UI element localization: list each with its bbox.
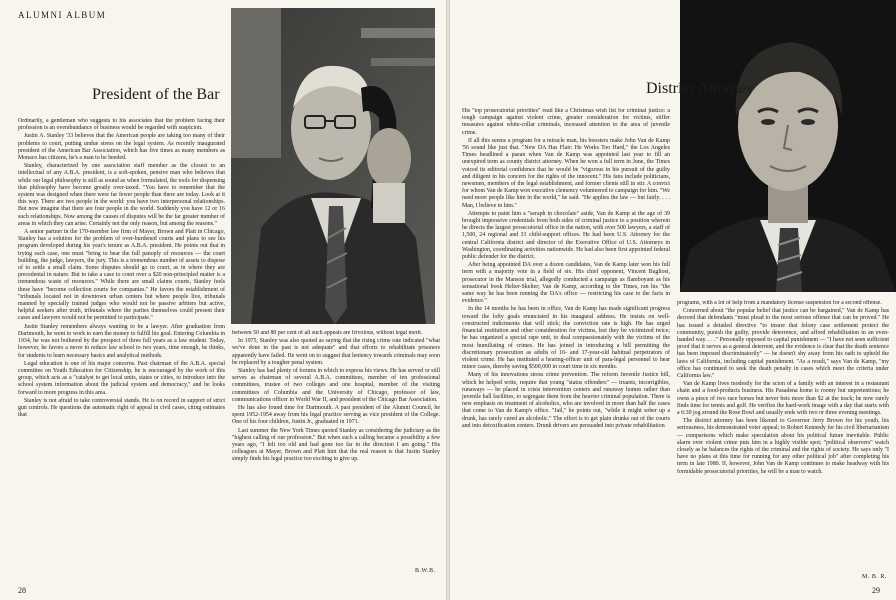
stanley-portrait-image bbox=[231, 8, 435, 324]
paragraph: Many of his innovations stress crime prevention. The reform Juvenile Justice bill, which he helped write, require that young "status offenders" — truants, incorrigibles, runaways — be placed in crisis intervention centers and runaway homes rather than juvenile hall facilities, to segregate them from the heavier criminal population. There is new emphasis on treatment of alcoholics, who are involved in more than half the cases that come to Van de Kamp's office. "Jail," he points out, "while it might sober up a drunk, has rarely cured an alcoholic." The effort is to get plain drunks out of the courts and into detoxification centers. Drunk drivers are persuaded into private rehabilitation bbox=[462, 372, 670, 429]
vandekamp-photo bbox=[680, 0, 896, 292]
paragraph: In the 14 months he has been in office, Van de Kamp has made significant progress toward the lofty goals enunciated in his inaugural address. He insists on well-constructed indictments that will stick; the conviction rate is high. He has urged financial restitution and other consideration for victims, lest they be victimized twice; he has organized a special rape unit, to deal compassionately with the victims of the most humiliating of crimes. He has joined in introducing a bill permitting the discretionary prosecution as adults of 16- and 17-year-old habitual perpetrators of violent crime. He has instituted a hearing-officer unit of para-legal personnel to hear minor cases, thereby saving $500,000 in court time in six months. bbox=[462, 306, 670, 371]
paragraph: Stanley, characterized by one association staff member as the closest to an intellectual of any A.B.A. president, is a soft-spoken, pensive man who believes that while our legal philosophy is still as sound as when formulated, the tools for dispensing that philosophy have become greatly over-taxed. "You have to remember that the system was designed when there were far fewer people than there are today. Look at it this way. There are two people in the world: you have two interpersonal relationships. But now imagine that there are four people in the world. Suddenly you have 12 or 16 such relationships. Now among the causes of disputes will be the far greater number of areas in which they can arise. Certainly not the only reason, but among the reasons." bbox=[18, 163, 225, 227]
paragraph: between 50 and 80 per cent of all such appeals are frivolous, without legal merit. bbox=[232, 330, 423, 336]
article-column-2 bbox=[677, 300, 889, 568]
paragraph: Ordinarily, a gentleman who suggests to his associates that the problem facing their profession is an overabundance of business would be regarded with suspicion. bbox=[18, 118, 225, 132]
paragraph: Stanley is not afraid to take controversial stands. He is on record in support of strict gun controls. He questions the automatic right of appeal in civil cases, citing estimates that bbox=[18, 397, 225, 419]
right-page bbox=[450, 0, 896, 600]
stanley-photo bbox=[231, 8, 435, 324]
article-title: President of the Bar bbox=[92, 86, 220, 103]
author-initials: B.W.B. bbox=[415, 568, 436, 574]
section-header: ALUMNI ALBUM bbox=[18, 10, 107, 20]
paragraph: If all this seems a program for a miracle man, his boosters make John Van de Kamp '56 sound like just that. "New DA Has Flair: He Works Too Hard," the Los Angeles Times headlined a paean when Van de Kamp was appointed last year to fill an unexpired term as county district attorney. When he won a full term in June, the Times voiced its editorial confidence that he would be "vigorous in his pursuit of the guilty and diligent in his concern for the rights of the innocent." His fans include politicians, newsmen, members of the legal establishment, and former clients still in stir. A convict for whom Van de Kamp won executive clemency volunteered to campaign for him. "We need more people like him in the world," he said. "He applies the law — but fairly. . . . Man, I believe in him." bbox=[462, 137, 670, 209]
paragraph: Stanley has had plenty of forums in which to express his views. He has served or still serves as chairman of several A.B.A. committees, member of ten professional committees, trustee of two colleges and one hospital, member of the visiting committees of Columbia and the University of Chicago, professor of law, communications officer in World War II, and president of the Chicago Bar Association. bbox=[232, 368, 440, 403]
article-title: District Attorney bbox=[646, 80, 754, 97]
paragraph: programs, with a lot of help from a mandatory license suspension for a second offense. bbox=[677, 300, 882, 306]
page-number: 28 bbox=[18, 586, 26, 595]
paragraph: The district attorney has been likened to Governor Jerry Brown for his youth, his seriousness, his demonstrated voter appeal; to Robert Kennedy for his civil libertarianism — comparisons which make speculation about his political future inevitable. Public alarm over violent crime puts him in a highly visible spot; "political observers" watch closely as he balances the rights of the criminal and the rights of society. He says only "I have no plans at this time for running for any other political job" after completing his term in late 1980. If, however, John Van de Kamp continues to make headway with his formidable prosecutorial priorities, he will be a man to watch. bbox=[677, 418, 889, 475]
paragraph: Attempts to paint him a "seraph in chocolate" aside, Van de Kamp at the age of 39 brought impressive credentials from both sides of criminal justice to a position wherein he directs the largest prosecutorial office in the nation, with over 500 lawyers, a staff of 1,500, 24 regional and 31 child-support offices. He had been U.S. Attorney for the central California district and director of the Executive Office of U.S. Attorneys in Washington, coordinating activities nationwide. He had also been first appointed federal public defender for the district. bbox=[462, 210, 670, 261]
paragraph: Last summer the New York Times quoted Stanley as considering the judiciary as the "highest calling of our profession." But when such a calling became a possibility a few years ago, "I felt too old and had gone too far in the direction I am going." His colleagues at Mayer, Brown and Platt hint that the real reason is that Justin Stanley simply finds his legal practice too exciting to give up. bbox=[232, 427, 440, 463]
paragraph: Van de Kamp lives modestly for the scion of a family with an interest in a restaurant chain and a food-products business. His Pasadena home is roomy but unpretentious; he owns a piece of two race horses but never bets more than $2 at the track; he now rarely finds time for tennis and golf. He verifies the hard-work image with a day that starts with a 6:30 jog around the Rose Bowl and usually ends with two or three evening meetings. bbox=[677, 381, 889, 417]
paragraph: His "top prosecutorial priorities" read like a Christmas wish list for criminal justice: a tough campaign against violent crime, greater consideration for victims, stiffer measures against white-collar criminals, increased attention to the area of juvenile crime. bbox=[462, 108, 670, 136]
paragraph: Justin A. Stanley '33 believes that the American people are taking too many of their problems to court, putting undue stress on the legal system. As recently inaugurated president of the American Bar Association, which has five times as many members as Monaco has citizens, he's a man to be heeded. bbox=[18, 133, 225, 162]
paragraph: Concerned about "the popular belief that justice can be bargained," Van de Kamp has decreed that defendants "must plead to the most serious offense that can be proved." He has issued a detailed directive "to insure that felony case settlement protect the community, punish the guilty, provide deterrence, and afford rehabilitation in an even-handed way. . . ." Personally opposed to capital punishment — "I have not seen sufficient proof that it serves as a general deterrent, and the evidence is clear that the death sentence has been imposed discriminatorily" — he doesn't shy away from his oath to uphold the laws of California, including capital punishment. "As a result," says Van de Kamp, "my office has continued to seek the death penalty in cases which meet the criteria under California law." bbox=[677, 308, 889, 380]
paragraph: Legal education is one of his major concerns. Past chairman of the A.B.A. special committee on Youth Education for Citizenship, he is encouraged by the work of this group, which acts as a "catalyst to get local units, states or cities, to introduce into the school system information about the judicial system and democracy," and he looks forward to more progress in this area. bbox=[18, 360, 225, 396]
article-column-1 bbox=[18, 118, 225, 580]
page-number: 29 bbox=[872, 586, 880, 595]
paragraph: A senior partner in the 170-member law firm of Mayer, Brown and Platt in Chicago, Stanley has a solution for the problem of over-burdened courts and plans to see his program developed during his year's tenure as A.B.A. president. He points out that in trying each case, one must "bring to bear the full panoply of resources — the court building, the judge, lawyers, the jury. This is a tremendous number of assets to dispose of to settle a small claim. Some disputes should go to court, as in where they are precedental in nature. But to take a case to court over a $20 non-principled matter is a tremendous waste of resources." While there are small claims courts, Stanley feels these have "become collection courts for companies." He favors the establishment of "tribunals located not in downtown urban centers but where people live, tribunals manned by specially trained judges who would not be passive arbiters but active, helpful seekers after truth, tribunals where the parties themselves could present their cases and lawyers would not be permitted to participate." bbox=[18, 229, 225, 322]
paragraph: Justin Stanley remembers always wanting to be a lawyer. After graduation from Dartmouth, he went to work to earn the money to fulfill his goal. Entering Columbia in 1934, he was not bothered by the prospect of three full years as a law student. Today, however, he favors a move to reduce law school to two years, time enough, he thinks, for students to learn necessary basics and analytical methods. bbox=[18, 323, 225, 359]
vandekamp-portrait-image bbox=[680, 0, 896, 292]
article-column-2 bbox=[232, 330, 440, 578]
paragraph: After being appointed DA over a dozen candidates, Van de Kamp later won his full term with a majority vote in a field of six. His chief opponent, Vincent Bugliosi, prosecutor in the Manson trial, allegedly conducted a campaign as flamboyant as his sensational book Helter-Skelter; Van de Kamp, according to the Times, ran his "the same way he has been running the DA's office — restricting his case to the facts in evidence." bbox=[462, 262, 670, 305]
paragraph: He has also found time for Dartmouth. A past president of the Alumni Council, he spent 1952-1954 away from his legal practice serving as vice president of the College. One of his four children, Justin Jr., graduated in 1971. bbox=[232, 405, 440, 426]
paragraph: In 1975, Stanley was also quoted as saying that the rising crime rate indicated "what we've done in the past is not adequate" and that efforts to rehabilitate prisoners apparently have failed. He went on to suggest that leniency towards criminals may soon be replaced by a tougher penal system. bbox=[232, 338, 440, 366]
article-column-1 bbox=[462, 108, 670, 582]
author-initials: M. B. R. bbox=[862, 574, 887, 580]
left-page bbox=[0, 0, 446, 600]
